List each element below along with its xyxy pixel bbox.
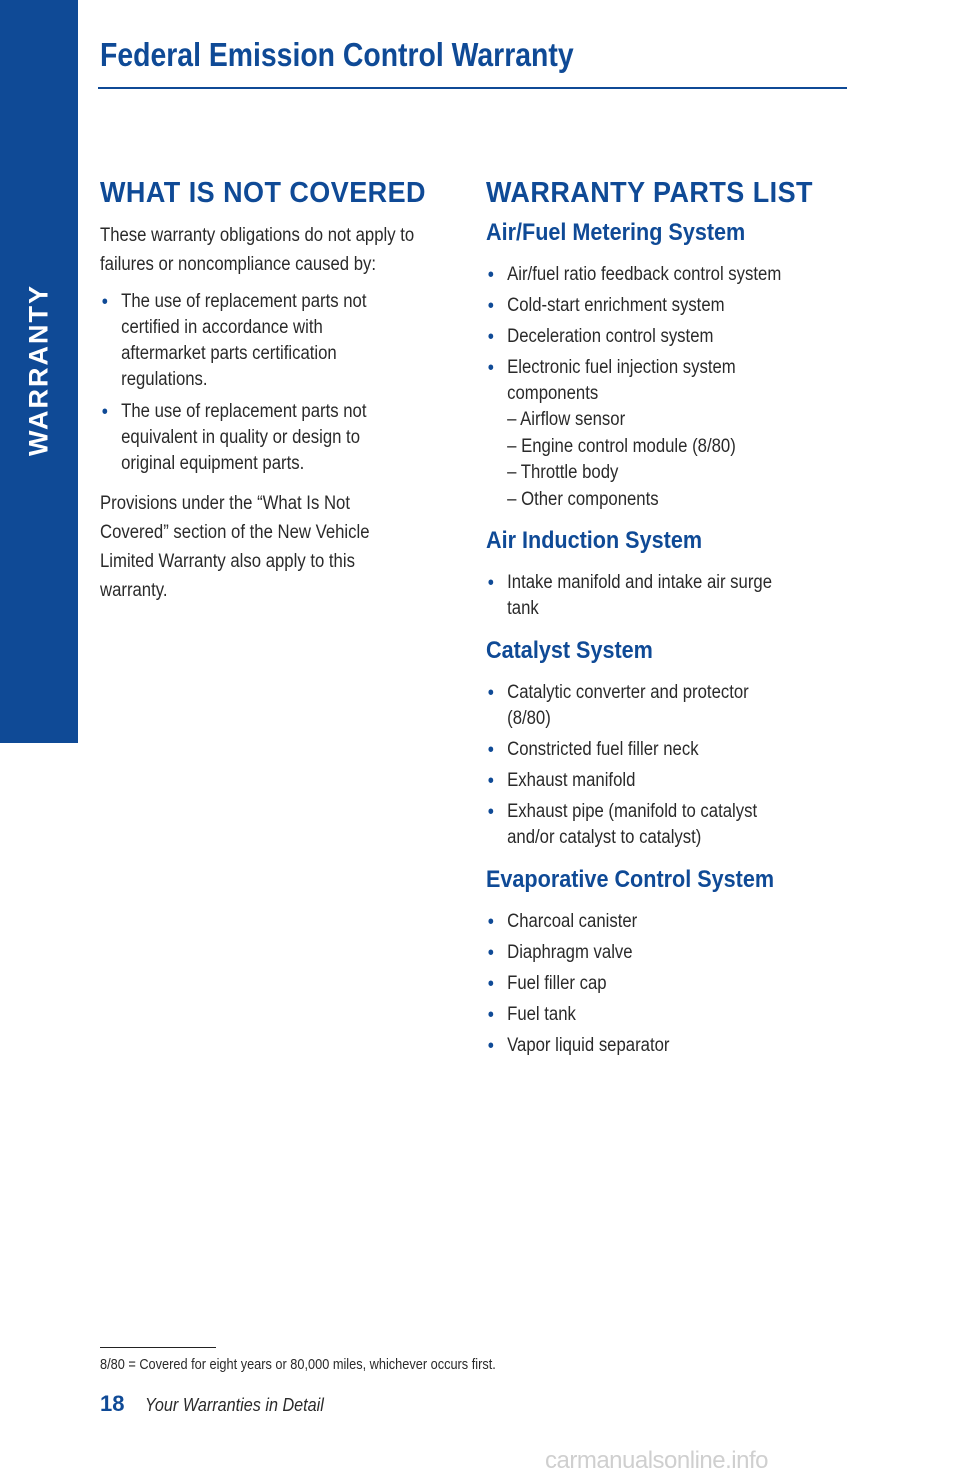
sub-item: – Engine control module (8/80): [507, 435, 736, 457]
page-caption: Your Warranties in Detail: [145, 1395, 324, 1415]
not-covered-heading: WHAT IS NOT COVERED: [100, 177, 426, 209]
sub-item: – Throttle body: [507, 462, 619, 483]
parts-list-item: • Air/fuel ratio feedback control system: [486, 262, 850, 288]
bullet-line: original equipment parts.: [121, 453, 305, 474]
parts-list-section: [486, 175, 856, 1059]
provisions-line: Covered” section of the New Vehicle: [100, 522, 370, 543]
parts-list-item: • Exhaust manifold: [486, 768, 850, 794]
side-tab: [0, 0, 78, 743]
page-number: 18: [100, 1391, 125, 1416]
air-induction-heading: Air Induction System: [486, 527, 703, 554]
parts-list-item: [486, 799, 850, 851]
parts-list-item: • Charcoal canister: [486, 909, 850, 935]
not-covered-section: [100, 175, 465, 605]
provisions-line: warranty.: [100, 580, 168, 601]
not-covered-bullet: [100, 289, 464, 393]
side-tab-label: WARRANTY: [23, 284, 54, 456]
bullet-line: • Intake manifold and intake air surge: [507, 572, 773, 593]
bullet-line: certified in accordance with: [121, 317, 323, 338]
footnote-divider: [100, 1347, 216, 1348]
parts-list-item: • Constricted fuel filler neck: [486, 737, 850, 763]
bullet-line: • Catalytic converter and protector: [507, 682, 749, 703]
bullet-line: • The use of replacement parts not: [121, 401, 367, 422]
bullet-line: equivalent in quality or design to: [121, 427, 361, 448]
bullet-line: components: [507, 383, 599, 404]
bullet-line: and/or catalyst to catalyst): [507, 827, 702, 848]
parts-list-item: • Cold-start enrichment system: [486, 293, 850, 319]
parts-list-heading: WARRANTY PARTS LIST: [486, 177, 813, 209]
footnote: 8/80 = Covered for eight years or 80,000 miles, whichever occurs first.: [100, 1356, 496, 1373]
parts-list-item: • Fuel filler cap: [486, 971, 850, 997]
not-covered-bullet: [100, 399, 464, 477]
bullet-line: • The use of replacement parts not: [121, 291, 367, 312]
evaporative-heading: Evaporative Control System: [486, 866, 775, 893]
sub-item: – Other components: [507, 488, 659, 510]
parts-list-item: [486, 355, 850, 407]
sub-item: – Airflow sensor: [507, 409, 626, 430]
parts-list-item: • Vapor liquid separator: [486, 1033, 850, 1059]
air-fuel-heading: Air/Fuel Metering System: [486, 219, 746, 246]
bullet-line: • Exhaust pipe (manifold to catalyst: [507, 801, 758, 822]
bullet-line: regulations.: [121, 369, 208, 390]
page-title: Federal Emission Control Warranty: [100, 36, 574, 73]
bullet-line: (8/80): [507, 708, 551, 729]
parts-list-item: • Diaphragm valve: [486, 940, 850, 966]
bullet-line: tank: [507, 598, 539, 619]
intro-line-2: failures or noncompliance caused by:: [100, 254, 377, 275]
bullet-line: aftermarket parts certification: [121, 343, 337, 364]
bullet-line: • Electronic fuel injection system: [507, 357, 736, 378]
parts-list-item: [486, 680, 850, 732]
parts-list-item: [486, 570, 850, 622]
provisions-line: Provisions under the “What Is Not: [100, 493, 350, 514]
intro-line-1: These warranty obligations do not apply to: [100, 225, 415, 246]
title-divider: [98, 87, 847, 89]
parts-list-item: • Fuel tank: [486, 1002, 850, 1028]
watermark: carmanualsonline.info: [545, 1447, 768, 1474]
catalyst-heading: Catalyst System: [486, 637, 653, 664]
provisions-line: Limited Warranty also apply to this: [100, 551, 355, 572]
parts-list-item: • Deceleration control system: [486, 324, 850, 350]
